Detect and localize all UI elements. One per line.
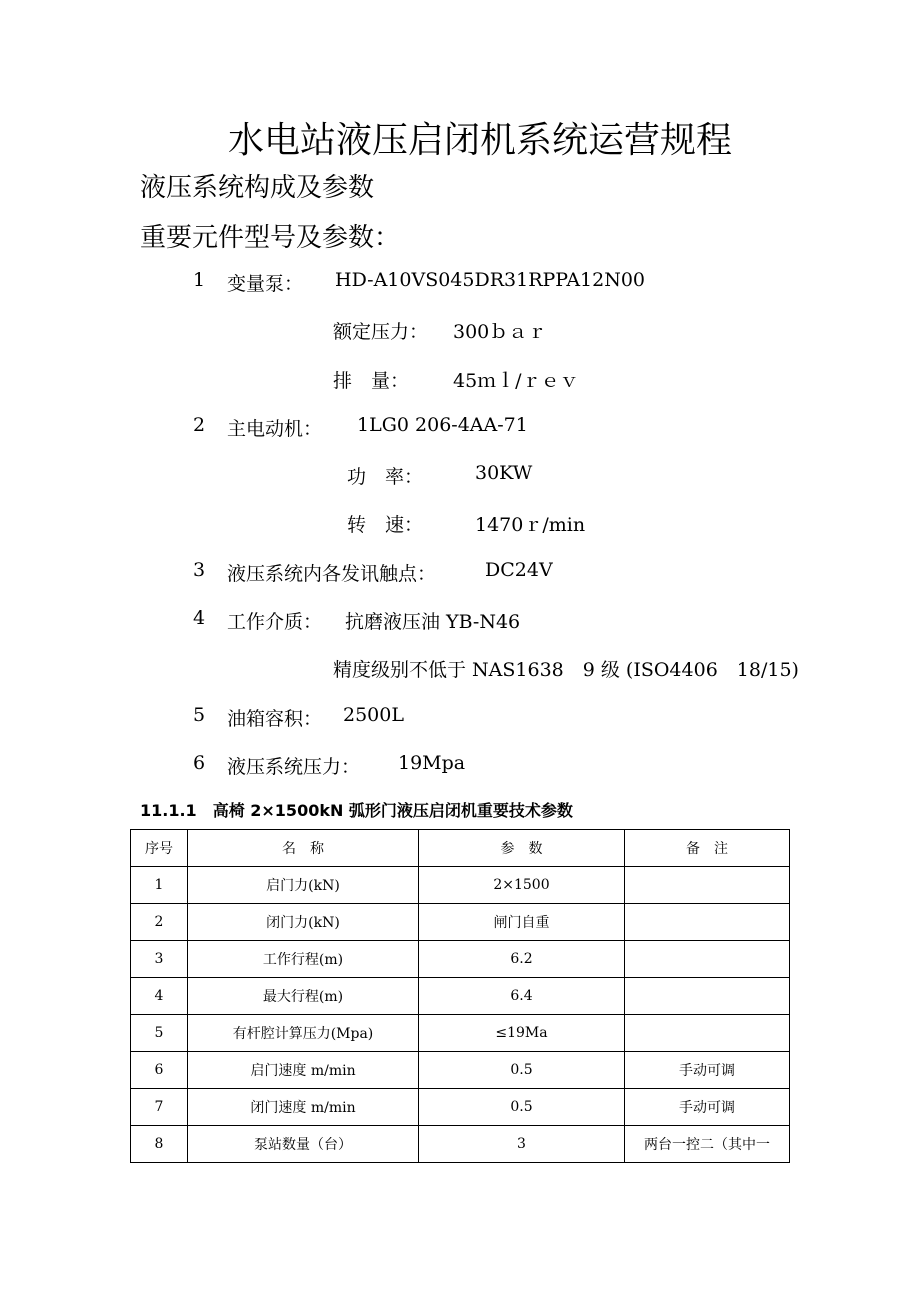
table-row — [131, 867, 790, 904]
cell-no: 7 — [131, 1089, 188, 1126]
parameters-table — [130, 829, 790, 1163]
table-row — [131, 1126, 790, 1163]
item-label: 液压系统内各发讯触点： — [227, 563, 437, 585]
section-heading-components: 重要元件型号及参数： — [140, 223, 401, 253]
section-heading-system: 液压系统构成及参数 — [140, 173, 375, 203]
cell-no: 6 — [131, 1052, 188, 1089]
header-name: 名 称 — [188, 830, 419, 867]
item-label: 工作介质： — [227, 611, 323, 633]
table-row — [131, 904, 790, 941]
cell-param: 6.2 — [419, 941, 625, 978]
sub-value: 30KW — [475, 462, 533, 484]
item-label: 变量泵： — [227, 273, 304, 295]
item-value: 2500L — [343, 704, 404, 726]
cell-param: 6.4 — [419, 978, 625, 1015]
cell-no: 5 — [131, 1015, 188, 1052]
table-header-row — [131, 830, 790, 867]
item-label: 油箱容积： — [227, 708, 323, 730]
item-number: 3 — [193, 559, 206, 581]
cell-remark — [625, 867, 790, 904]
item-number: 5 — [193, 704, 206, 726]
cell-remark: 手动可调 — [625, 1089, 790, 1126]
table-row — [131, 1089, 790, 1126]
item-number: 4 — [193, 607, 206, 629]
item-value: HD-A10VS045DR31RPPA12N00 — [335, 269, 646, 291]
item-number: 6 — [193, 752, 206, 774]
table-row — [131, 978, 790, 1015]
table-caption: 11.1.1 高椅 2×1500kN 弧形门液压启闭机重要技术参数 — [140, 801, 573, 820]
item-value: 1LG0 206-4AA-71 — [357, 414, 528, 436]
cell-remark — [625, 978, 790, 1015]
item-value: 抗磨液压油 YB-N46 — [345, 611, 521, 633]
cell-name: 闭门速度 m/min — [188, 1089, 419, 1126]
table-row — [131, 1015, 790, 1052]
cell-param: 3 — [419, 1126, 625, 1163]
cell-name: 启门速度 m/min — [188, 1052, 419, 1089]
sub-label: 转 速： — [347, 514, 424, 536]
table-row — [131, 941, 790, 978]
header-param: 参 数 — [419, 830, 625, 867]
cell-no: 1 — [131, 867, 188, 904]
item-number: 2 — [193, 414, 206, 436]
sub-value: 1470ｒ/min — [475, 514, 586, 536]
cell-name: 最大行程(m) — [188, 978, 419, 1015]
sub-value: 300ｂａｒ — [453, 321, 547, 343]
cell-remark: 两台一控二（其中一 — [625, 1126, 790, 1163]
cell-name: 启门力(kN) — [188, 867, 419, 904]
cell-param: 闸门自重 — [419, 904, 625, 941]
cell-remark — [625, 941, 790, 978]
sub-label: 功 率： — [347, 466, 424, 488]
cell-name: 闭门力(kN) — [188, 904, 419, 941]
cell-name: 泵站数量（台） — [188, 1126, 419, 1163]
cell-remark — [625, 904, 790, 941]
sub-label: 额定压力： — [333, 321, 429, 343]
cell-name: 工作行程(m) — [188, 941, 419, 978]
item-number: 1 — [193, 269, 206, 291]
document-title: 水电站液压启闭机系统运营规程 — [227, 120, 732, 161]
sub-value: 45ｍｌ/ｒｅｖ — [453, 370, 579, 392]
cell-param: 0.5 — [419, 1089, 625, 1126]
sub-label: 排 量： — [333, 370, 410, 392]
cell-no: 8 — [131, 1126, 188, 1163]
item-value: 19Mpa — [398, 752, 466, 774]
cell-no: 2 — [131, 904, 188, 941]
header-no: 序号 — [131, 830, 188, 867]
sub-value: 精度级别不低于 NAS1638 9 级 (ISO4406 18/15) — [333, 659, 799, 681]
header-remark: 备 注 — [625, 830, 790, 867]
item-label: 主电动机： — [227, 418, 323, 440]
cell-no: 3 — [131, 941, 188, 978]
item-value: DC24V — [485, 559, 553, 581]
cell-param: 0.5 — [419, 1052, 625, 1089]
table-row — [131, 1052, 790, 1089]
cell-no: 4 — [131, 978, 188, 1015]
cell-remark — [625, 1015, 790, 1052]
item-label: 液压系统压力： — [227, 756, 361, 778]
cell-name: 有杆腔计算压力(Mpa) — [188, 1015, 419, 1052]
cell-remark: 手动可调 — [625, 1052, 790, 1089]
cell-param: ≤19Ma — [419, 1015, 625, 1052]
cell-param: 2×1500 — [419, 867, 625, 904]
